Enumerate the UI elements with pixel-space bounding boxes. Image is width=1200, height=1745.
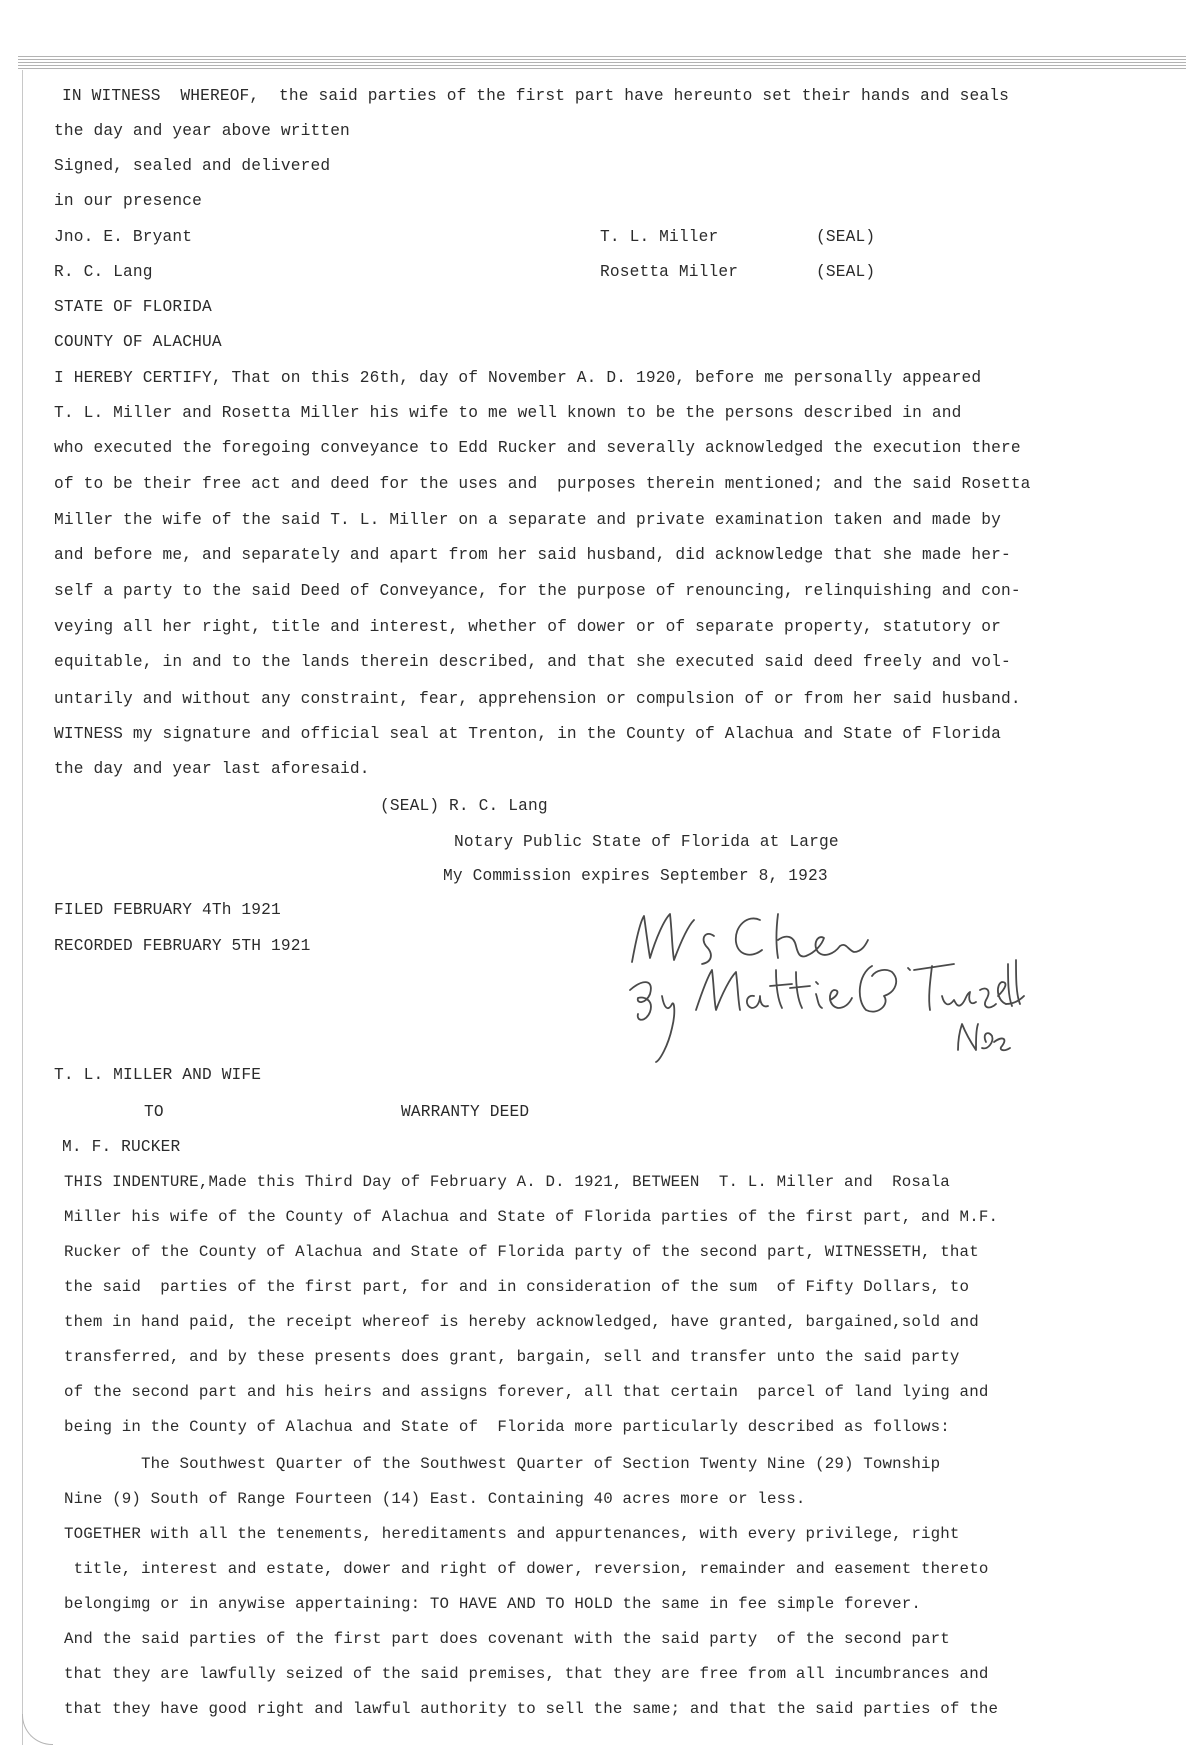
deed-line: Nine (9) South of Range Fourteen (14) East. Containing 40 acres more or less. — [64, 1490, 806, 1508]
deed-line: the said parties of the first part, for and in consideration of the sum of Fifty Dollars, to — [64, 1278, 970, 1296]
filed-date: FILED FEBRUARY 4Th 1921 — [54, 901, 281, 919]
signer-name-1: T. L. Miller — [600, 228, 719, 246]
deed-line: Rucker of the County of Alachua and State of Florida party of the second part, WITNESSETH, that — [64, 1243, 979, 1261]
deed-line: belongimg or in anywise appertaining: TO HAVE AND TO HOLD the same in fee simple forever. — [64, 1595, 922, 1613]
deed-line: THIS INDENTURE,Made this Third Day of February A. D. 1921, BETWEEN T. L. Miller and Rosala — [64, 1173, 950, 1191]
seal-mark-1: (SEAL) — [816, 228, 876, 246]
witness-line-1: IN WITNESS WHEREOF, the said parties of the first part have hereunto set their hands and seals — [62, 87, 1009, 105]
ack-line: I HEREBY CERTIFY, That on this 26th, day of November A. D. 1920, before me personally appeared — [54, 369, 982, 387]
clerk-handwritten-signature — [610, 900, 1030, 1070]
ack-line: veying all her right, title and interest, whether of dower or of separate property, statutory or — [54, 618, 1001, 636]
witness-line-2: the day and year above written — [54, 122, 350, 140]
deed-line: And the said parties of the first part does covenant with the said party of the second part — [64, 1630, 950, 1648]
deed-line: that they are lawfully seized of the said premises, that they are free from all incumbrances and — [64, 1665, 989, 1683]
deed-line: them in hand paid, the receipt whereof is hereby acknowledged, have granted, bargained,sold and — [64, 1313, 979, 1331]
county-heading: COUNTY OF ALACHUA — [54, 333, 222, 351]
signer-name-2: Rosetta Miller — [600, 263, 739, 281]
to-heading: TO — [144, 1103, 164, 1121]
ack-line: equitable, in and to the lands therein described, and that she executed said deed freely and vol- — [54, 653, 1011, 671]
seal-mark-2: (SEAL) — [816, 263, 876, 281]
page-corner-curl — [22, 1714, 53, 1745]
witness-name-1: Jno. E. Bryant — [54, 228, 193, 246]
ack-line: self a party to the said Deed of Conveyance, for the purpose of renouncing, relinquishing and con- — [54, 582, 1021, 600]
deed-line: of the second part and his heirs and assigns forever, all that certain parcel of land lying and — [64, 1383, 989, 1401]
recorded-date: RECORDED FEBRUARY 5TH 1921 — [54, 937, 311, 955]
witness-line-4: in our presence — [54, 192, 202, 210]
deed-line: being in the County of Alachua and State of Florida more particularly described as follows: — [64, 1418, 950, 1436]
ack-line: WITNESS my signature and official seal at Trenton, in the County of Alachua and State of Florida — [54, 725, 1001, 743]
ruled-header-band — [18, 56, 1186, 70]
deed-line: title, interest and estate, dower and right of dower, reversion, remainder and easement thereto — [64, 1560, 989, 1578]
ack-line: and before me, and separately and apart from her said husband, did acknowledge that she made her- — [54, 546, 1011, 564]
notary-commission: My Commission expires September 8, 1923 — [443, 867, 828, 885]
deed-line: transferred, and by these presents does grant, bargain, sell and transfer unto the said party — [64, 1348, 960, 1366]
ack-line: the day and year last aforesaid. — [54, 760, 370, 778]
ack-line: who executed the foregoing conveyance to Edd Rucker and severally acknowledged the execution there — [54, 439, 1021, 457]
grantor-heading: T. L. MILLER AND WIFE — [54, 1066, 262, 1084]
ack-line: Miller the wife of the said T. L. Miller on a separate and private examination taken and made by — [54, 511, 1001, 529]
deed-line: Miller his wife of the County of Alachua and State of Florida parties of the first part, and M.F. — [64, 1208, 999, 1226]
ack-line: T. L. Miller and Rosetta Miller his wife to me well known to be the persons described in and — [54, 404, 962, 422]
deed-line: The Southwest Quarter of the Southwest Quarter of Section Twenty Nine (29) Township — [64, 1455, 941, 1473]
witness-line-3: Signed, sealed and delivered — [54, 157, 331, 175]
ack-line: untarily and without any constraint, fear, apprehension or compulsion of or from her said husband. — [54, 690, 1021, 708]
page-margin-line — [22, 70, 23, 1745]
notary-title: Notary Public State of Florida at Large — [454, 833, 839, 851]
deed-line: TOGETHER with all the tenements, hereditaments and appurtenances, with every privilege, right — [64, 1525, 960, 1543]
state-heading: STATE OF FLORIDA — [54, 298, 212, 316]
deed-type-heading: WARRANTY DEED — [401, 1103, 530, 1121]
deed-line: that they have good right and lawful authority to sell the same; and that the said parties of the — [64, 1700, 999, 1718]
witness-name-2: R. C. Lang — [54, 263, 153, 281]
ack-line: of to be their free act and deed for the uses and purposes therein mentioned; and the said Rosetta — [54, 475, 1031, 493]
notary-signature: (SEAL) R. C. Lang — [380, 797, 548, 815]
grantee-heading: M. F. RUCKER — [62, 1138, 181, 1156]
